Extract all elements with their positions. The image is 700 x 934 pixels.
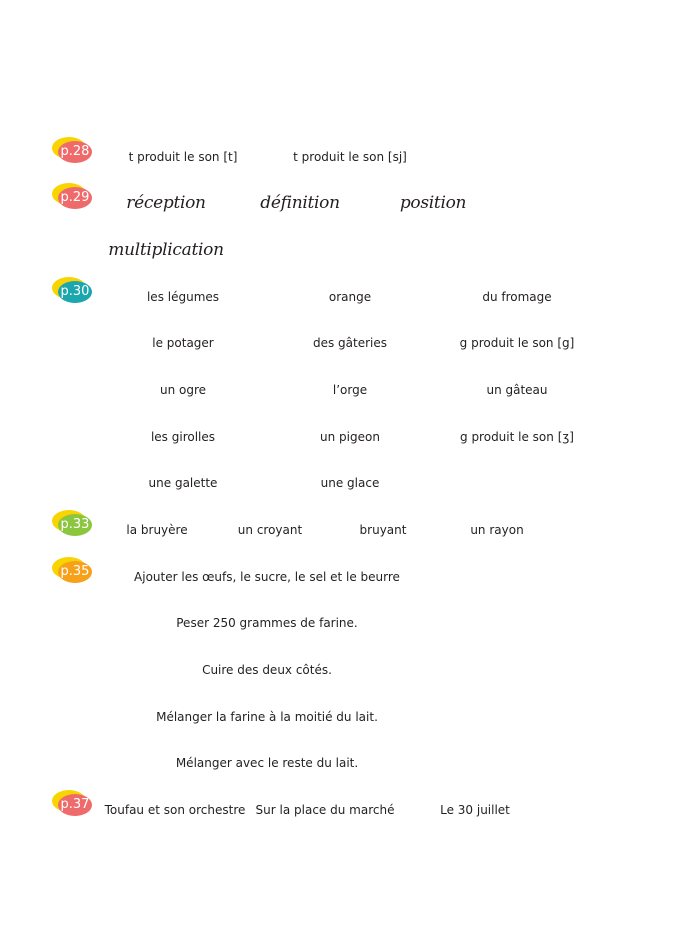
- badge-p33: [52, 510, 96, 540]
- badge-p29: [52, 183, 96, 213]
- answer-item: un gâteau: [486, 383, 548, 397]
- answer-item: un ogre: [159, 383, 207, 397]
- answer-item: un pigeon: [320, 430, 380, 444]
- answer-item: g produit le son [ʒ]: [460, 430, 574, 444]
- answer-item: g produit le son [g]: [459, 336, 575, 350]
- instruction-step: Mélanger avec le reste du lait.: [175, 756, 359, 770]
- instruction-step: Mélanger la farine à la moitié du lait.: [156, 710, 378, 724]
- answer-item: l’orge: [332, 383, 368, 397]
- answer-item: les légumes: [146, 290, 220, 304]
- instruction-step: Ajouter les œufs, le sucre, le sel et le beurre: [134, 570, 400, 584]
- badge-p35: [52, 557, 96, 587]
- cursive-word: définition: [260, 193, 340, 213]
- badge-label: p.35: [58, 561, 92, 583]
- answer-item: bruyant: [359, 523, 407, 537]
- badge-label: p.29: [58, 187, 92, 209]
- answer-item: Toufau et son orchestre: [104, 803, 246, 817]
- badge-p37: [52, 790, 96, 820]
- instruction-step: Cuire des deux côtés.: [202, 663, 332, 677]
- answer-item: les girolles: [150, 430, 216, 444]
- answer-item: une glace: [320, 476, 380, 490]
- badge-p30: [52, 277, 96, 307]
- cursive-word: réception: [126, 193, 206, 213]
- answer-item: Le 30 juillet: [440, 803, 510, 817]
- answer-item: un croyant: [237, 523, 303, 537]
- answer-item: t produit le son [sj]: [293, 150, 407, 164]
- cursive-word: position: [399, 193, 467, 213]
- instruction-step: Peser 250 grammes de farine.: [176, 616, 358, 630]
- answer-item: la bruyère: [126, 523, 188, 537]
- answer-item: orange: [328, 290, 372, 304]
- badge-p28: [52, 137, 96, 167]
- answer-item: un rayon: [470, 523, 524, 537]
- answer-item: Sur la place du marché: [255, 803, 395, 817]
- badge-label: p.37: [58, 794, 92, 816]
- answer-item: du fromage: [482, 290, 552, 304]
- answer-item: une galette: [148, 476, 218, 490]
- cursive-word: multiplication: [108, 240, 224, 260]
- answer-item: des gâteries: [312, 336, 388, 350]
- badge-label: p.30: [58, 281, 92, 303]
- answer-item: t produit le son [t]: [128, 150, 238, 164]
- badge-label: p.28: [58, 141, 92, 163]
- answer-item: le potager: [152, 336, 214, 350]
- badge-label: p.33: [58, 514, 92, 536]
